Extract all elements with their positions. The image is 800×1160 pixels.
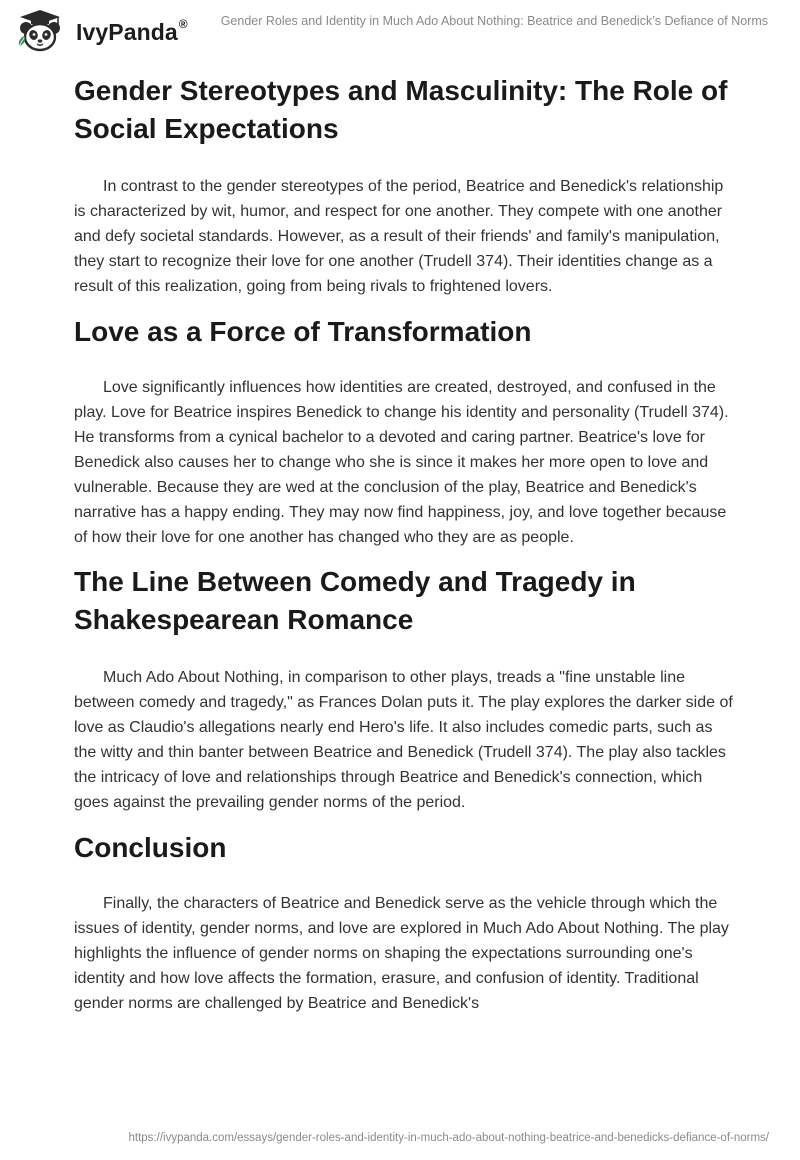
section-heading: Gender Stereotypes and Masculinity: The Role of Social Expectations [74, 75, 728, 144]
brand-name: IvyPanda® [76, 16, 188, 45]
source-url[interactable]: https://ivypanda.com/essays/gender-roles-and-identity-in-much-ado-about-nothing-beatrice-and-benedicks-defiance-of-norms/ [128, 1132, 769, 1144]
document-title: Gender Roles and Identity in Much Ado About Nothing: Beatrice and Benedick’s Defiance of Norms [220, 14, 768, 28]
section-heading: The Line Between Comedy and Tragedy in Shakespearean Romance [74, 566, 636, 635]
registered-mark: ® [178, 16, 188, 31]
section-heading: Conclusion [74, 832, 227, 863]
section-gender-stereotypes [74, 72, 734, 299]
ivypanda-logo[interactable] [14, 8, 188, 54]
section-paragraph: In contrast to the gender stereotypes of the period, Beatrice and Benedick's relationship is characterized by wit, humor, and respect for one another. They compete with one another and defy societal standards. However, as a result of their friends' and family's manipulation, they start to recognize their love for one another (Trudell 374). Their identities change as a result of this realization, going from being rivals to frightened lovers. [74, 178, 724, 295]
section-paragraph: Love significantly influences how identities are created, destroyed, and confused in the play. Love for Beatrice inspires Benedick to change his identity and personality (Trudell 374). He transforms from a cynical bachelor to a devoted and caring partner. Beatrice's love for Benedick also causes her to change who she is since it makes her more open to love and vulnerable. Because they are wed at the conclusion of the play, Beatrice and Benedick's narrative has a happy ending. They may now find happiness, joy, and love together because of how their love for one another has changed who they are as people. [74, 379, 729, 546]
section-conclusion [74, 829, 734, 1016]
essay-content [74, 70, 734, 1016]
panda-graduate-icon [14, 8, 66, 54]
section-love-transformation [74, 313, 734, 550]
section-paragraph: Much Ado About Nothing, in comparison to other plays, treads a "fine unstable line between comedy and tragedy," as Frances Dolan puts it. The play explores the darker side of love as Claudio's allegations nearly end Hero's life. It also includes comedic parts, such as the witty and thin banter between Beatrice and Benedick (Trudell 374). The play also tackles the intricacy of love and relationships through Beatrice and Benedick's connection, which goes against the prevailing gender norms of the period. [74, 669, 733, 811]
section-comedy-tragedy [74, 563, 734, 815]
section-heading: Love as a Force of Transformation [74, 316, 532, 347]
page-header [0, 0, 800, 60]
section-paragraph: Finally, the characters of Beatrice and Benedick serve as the vehicle through which the issues of identity, gender norms, and love are explored in Much Ado About Nothing. The play highlights the influence of gender norms on shaping the expectations surrounding one's identity and how love affects the formation, erasure, and confusion of identity. Traditional gender norms are challenged by Beatrice and Benedick's [74, 895, 729, 1012]
